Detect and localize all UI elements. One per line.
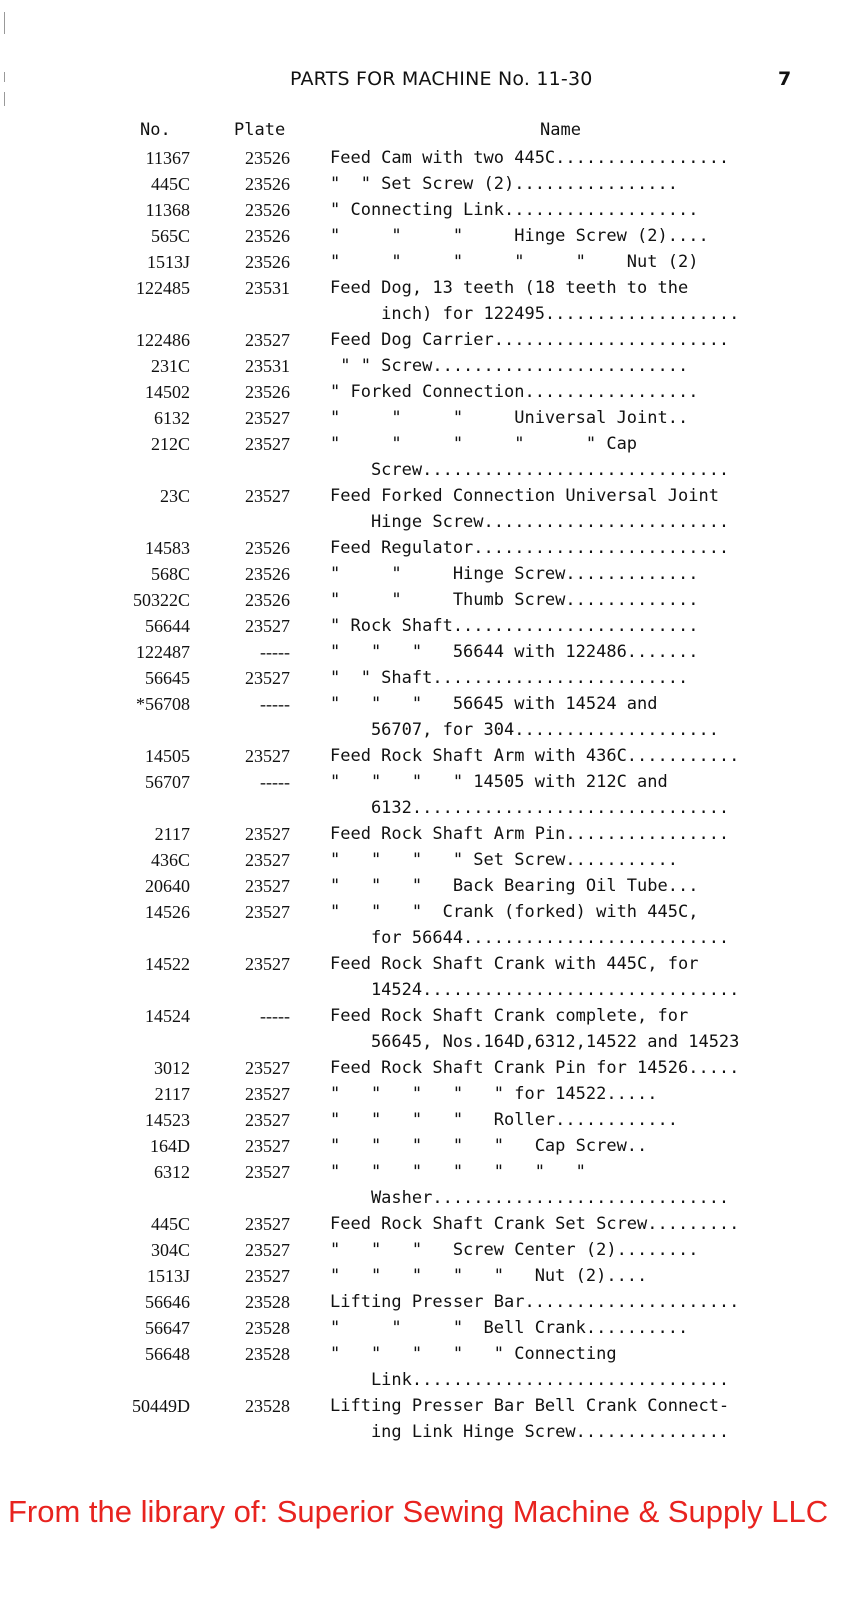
part-number: 2117 (154, 1084, 190, 1104)
part-number: *56708 (136, 694, 190, 714)
parts-row (0, 483, 859, 535)
part-name-continuation: inch) for 122495................... (330, 304, 740, 324)
plate-number: 23527 (245, 1058, 290, 1078)
parts-row (0, 405, 859, 431)
plate-number: 23526 (245, 200, 290, 220)
part-name-continuation: ing Link Hinge Screw............... (330, 1422, 730, 1442)
plate-number: 23527 (245, 434, 290, 454)
margin-tick (4, 72, 5, 82)
plate-number: 23531 (245, 278, 290, 298)
parts-row (0, 1055, 859, 1081)
part-name: Feed Rock Shaft Arm Pin................ (330, 824, 730, 844)
page-number: 7 (778, 68, 792, 90)
plate-number: 23528 (245, 1318, 290, 1338)
part-name: " " Screw......................... (330, 356, 689, 376)
part-name: " Rock Shaft........................ (330, 616, 699, 636)
part-name: " " Thumb Screw............. (330, 590, 699, 610)
part-name: " " " " " Connecting (330, 1344, 617, 1364)
parts-row (0, 145, 859, 171)
part-number: 164D (150, 1136, 190, 1156)
plate-number: 23527 (245, 954, 290, 974)
plate-number: 23527 (245, 668, 290, 688)
margin-tick (4, 12, 5, 34)
parts-row (0, 249, 859, 275)
plate-number: 23527 (245, 746, 290, 766)
part-name: " " " " Roller............ (330, 1110, 678, 1130)
parts-row (0, 613, 859, 639)
part-name: Feed Rock Shaft Crank Set Screw......... (330, 1214, 740, 1234)
parts-row (0, 821, 859, 847)
parts-row (0, 1289, 859, 1315)
part-number: 231C (150, 356, 190, 376)
part-name: Feed Dog Carrier....................... (330, 330, 730, 350)
library-credit: From the library of: Superior Sewing Machine & Supply LLC (8, 1494, 829, 1529)
column-header-no: No. (140, 120, 171, 140)
part-name-continuation: for 56644.......................... (330, 928, 730, 948)
plate-number: ----- (260, 642, 290, 662)
part-number: 122486 (136, 330, 190, 350)
part-name: " " Hinge Screw............. (330, 564, 699, 584)
part-name: " " " Universal Joint.. (330, 408, 689, 428)
parts-row (0, 1003, 859, 1055)
plate-number: 23527 (245, 1214, 290, 1234)
part-name: " " " " " " " (330, 1162, 586, 1182)
part-name: " " " Bell Crank.......... (330, 1318, 689, 1338)
parts-row (0, 665, 859, 691)
part-number: 14523 (145, 1110, 190, 1130)
margin-tick (4, 92, 5, 106)
part-name: " " " " " Nut (2) (330, 252, 699, 272)
part-name: Lifting Presser Bar..................... (330, 1292, 740, 1312)
part-number: 568C (150, 564, 190, 584)
part-name: Feed Rock Shaft Crank complete, for (330, 1006, 689, 1026)
parts-row (0, 197, 859, 223)
parts-row (0, 1341, 859, 1393)
part-name: " " " " Set Screw........... (330, 850, 678, 870)
parts-row (0, 353, 859, 379)
part-number: 2117 (154, 824, 190, 844)
plate-number: 23526 (245, 252, 290, 272)
plate-number: 23526 (245, 382, 290, 402)
plate-number: 23527 (245, 1110, 290, 1130)
part-number: 56644 (145, 616, 190, 636)
part-number: 23C (159, 486, 190, 506)
parts-row (0, 275, 859, 327)
parts-list (0, 145, 859, 1445)
part-name: " " " Hinge Screw (2).... (330, 226, 709, 246)
part-name-continuation: 14524............................... (330, 980, 740, 1000)
part-name-continuation: Hinge Screw........................ (330, 512, 730, 532)
plate-number: 23526 (245, 148, 290, 168)
parts-row (0, 899, 859, 951)
part-number: 1513J (146, 252, 190, 272)
plate-number: 23526 (245, 590, 290, 610)
plate-number: ----- (260, 772, 290, 792)
plate-number: 23528 (245, 1344, 290, 1364)
part-number: 50449D (132, 1396, 190, 1416)
parts-row (0, 847, 859, 873)
part-name: Lifting Presser Bar Bell Crank Connect- (330, 1396, 730, 1416)
part-name: " " " " " Cap Screw.. (330, 1136, 648, 1156)
part-number: 56648 (145, 1344, 190, 1364)
part-number: 565C (150, 226, 190, 246)
plate-number: 23527 (245, 616, 290, 636)
part-name: " " " Screw Center (2)........ (330, 1240, 699, 1260)
plate-number: 23527 (245, 1266, 290, 1286)
column-header-name: Name (540, 120, 581, 140)
parts-row (0, 873, 859, 899)
plate-number: 23531 (245, 356, 290, 376)
part-name-continuation: 56645, Nos.164D,6312,14522 and 14523 (330, 1032, 740, 1052)
part-number: 14524 (145, 1006, 190, 1026)
parts-row (0, 1107, 859, 1133)
part-number: 6312 (154, 1162, 190, 1182)
part-number: 122485 (136, 278, 190, 298)
part-number: 122487 (136, 642, 190, 662)
plate-number: ----- (260, 694, 290, 714)
plate-number: 23527 (245, 1084, 290, 1104)
parts-row (0, 1237, 859, 1263)
part-name-continuation: 56707, for 304.................... (330, 720, 719, 740)
plate-number: 23526 (245, 226, 290, 246)
parts-row (0, 379, 859, 405)
part-number: 14522 (145, 954, 190, 974)
parts-row (0, 769, 859, 821)
plate-number: ----- (260, 1006, 290, 1026)
part-number: 212C (150, 434, 190, 454)
plate-number: 23527 (245, 1240, 290, 1260)
part-number: 14583 (145, 538, 190, 558)
parts-row (0, 691, 859, 743)
parts-row (0, 951, 859, 1003)
part-name: " Connecting Link................... (330, 200, 699, 220)
part-number: 3012 (154, 1058, 190, 1078)
part-number: 14502 (145, 382, 190, 402)
plate-number: 23527 (245, 850, 290, 870)
part-name: " " " Back Bearing Oil Tube... (330, 876, 699, 896)
part-number: 50322C (132, 590, 190, 610)
part-number: 445C (150, 1214, 190, 1234)
part-number: 436C (150, 850, 190, 870)
part-number: 445C (150, 174, 190, 194)
parts-row (0, 639, 859, 665)
plate-number: 23527 (245, 330, 290, 350)
parts-row (0, 1263, 859, 1289)
column-header-plate: Plate (234, 120, 286, 140)
part-name: " " " " 14505 with 212C and (330, 772, 668, 792)
parts-row (0, 1211, 859, 1237)
plate-number: 23527 (245, 1162, 290, 1182)
parts-row (0, 223, 859, 249)
page-title: PARTS FOR MACHINE No. 11-30 (290, 68, 593, 90)
plate-number: 23527 (245, 876, 290, 896)
parts-row (0, 1159, 859, 1211)
part-name: " " Set Screw (2)................ (330, 174, 678, 194)
part-number: 11367 (145, 148, 190, 168)
parts-row (0, 431, 859, 483)
parts-row (0, 1081, 859, 1107)
parts-row (0, 743, 859, 769)
part-name: " " " 56644 with 122486....... (330, 642, 699, 662)
plate-number: 23528 (245, 1396, 290, 1416)
plate-number: 23527 (245, 486, 290, 506)
part-number: 6132 (154, 408, 190, 428)
parts-row (0, 1133, 859, 1159)
part-number: 20640 (145, 876, 190, 896)
part-name-continuation: Link............................... (330, 1370, 730, 1390)
parts-row (0, 561, 859, 587)
plate-number: 23526 (245, 174, 290, 194)
part-name-continuation: Washer............................. (330, 1188, 730, 1208)
parts-row (0, 587, 859, 613)
part-number: 14526 (145, 902, 190, 922)
plate-number: 23527 (245, 1136, 290, 1156)
part-name: " " " " " Nut (2).... (330, 1266, 648, 1286)
part-name-continuation: Screw.............................. (330, 460, 730, 480)
part-name: Feed Rock Shaft Crank Pin for 14526..... (330, 1058, 740, 1078)
part-name: Feed Cam with two 445C................. (330, 148, 730, 168)
plate-number: 23528 (245, 1292, 290, 1312)
part-name: " " " " " for 14522..... (330, 1084, 658, 1104)
part-number: 56646 (145, 1292, 190, 1312)
part-name: Feed Dog, 13 teeth (18 teeth to the (330, 278, 689, 298)
plate-number: 23526 (245, 538, 290, 558)
parts-row (0, 535, 859, 561)
plate-number: 23526 (245, 564, 290, 584)
parts-row (0, 327, 859, 353)
part-name: " " " Crank (forked) with 445C, (330, 902, 699, 922)
part-name: Feed Rock Shaft Crank with 445C, for (330, 954, 699, 974)
part-number: 56645 (145, 668, 190, 688)
parts-row (0, 1393, 859, 1445)
part-name: Feed Rock Shaft Arm with 436C........... (330, 746, 740, 766)
parts-row (0, 1315, 859, 1341)
part-name: " " " " " Cap (330, 434, 638, 454)
part-number: 56647 (145, 1318, 190, 1338)
part-name: " " " 56645 with 14524 and (330, 694, 658, 714)
plate-number: 23527 (245, 408, 290, 428)
part-number: 11368 (145, 200, 190, 220)
part-name-continuation: 6132............................... (330, 798, 730, 818)
part-name: Feed Forked Connection Universal Joint (330, 486, 719, 506)
part-number: 14505 (145, 746, 190, 766)
part-number: 1513J (146, 1266, 190, 1286)
part-name: " " Shaft......................... (330, 668, 689, 688)
part-name: " Forked Connection................. (330, 382, 699, 402)
plate-number: 23527 (245, 902, 290, 922)
parts-row (0, 171, 859, 197)
part-number: 56707 (145, 772, 190, 792)
part-name: Feed Regulator......................... (330, 538, 730, 558)
part-number: 304C (150, 1240, 190, 1260)
plate-number: 23527 (245, 824, 290, 844)
